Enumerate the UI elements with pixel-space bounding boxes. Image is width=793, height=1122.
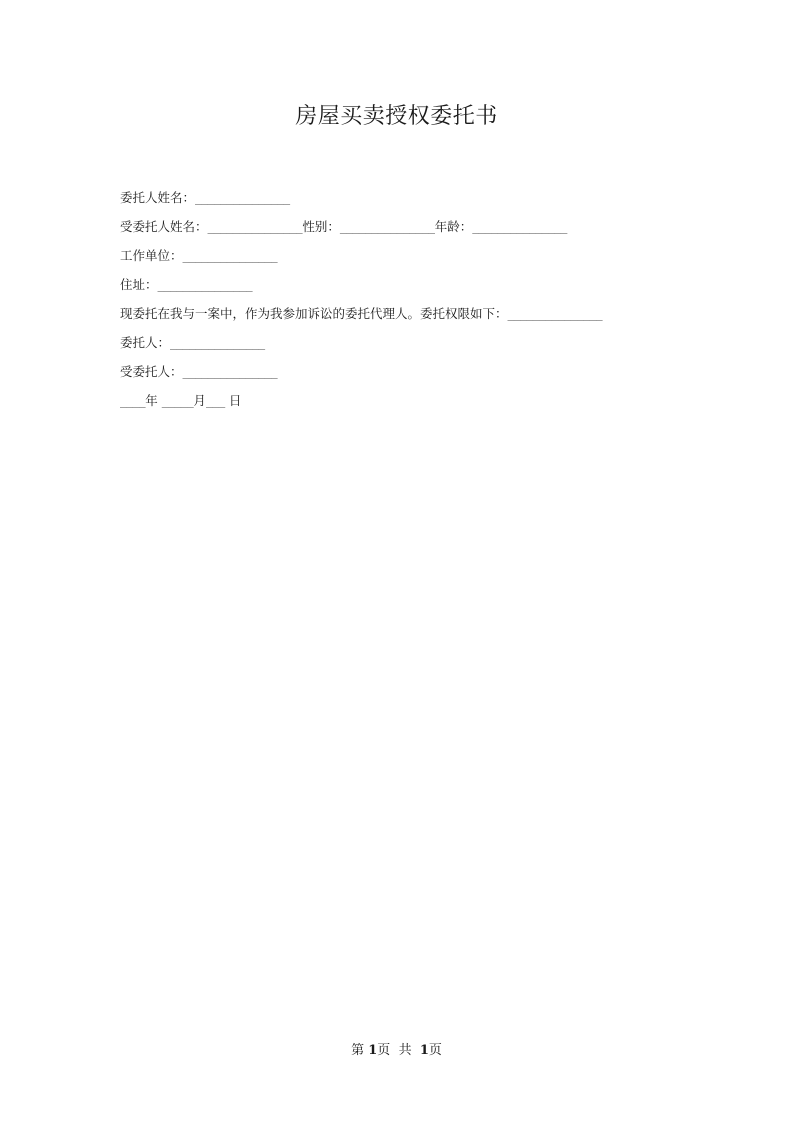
work-unit-line [120, 241, 720, 270]
gender-label: 性别： [302, 219, 340, 234]
agent-name-blank: _______________ [207, 221, 303, 234]
year-label: 年 [145, 393, 158, 408]
footer-total-unit: 页 [428, 1043, 442, 1058]
principal-sign-line [120, 328, 720, 357]
principal-name-line [120, 183, 720, 212]
work-unit-blank: _______________ [182, 250, 278, 263]
footer-total-pages: 1 [419, 1043, 429, 1058]
authorization-text: 现委托在我与一案中，作为我参加诉讼的委托代理人。委托权限如下： [120, 306, 508, 321]
address-line [120, 270, 720, 299]
principal-sign-label: 委托人： [120, 335, 171, 350]
footer-prefix: 第 [351, 1043, 365, 1058]
principal-sign-blank: _______________ [170, 337, 265, 350]
document-body [120, 183, 720, 415]
footer-current-page: 1 [368, 1043, 378, 1058]
agent-sign-line [120, 357, 720, 386]
authorization-blank: _______________ [507, 308, 603, 321]
page-footer [0, 1040, 793, 1062]
principal-name-label: 委托人姓名： [120, 190, 196, 205]
agent-sign-blank: _______________ [182, 366, 278, 379]
document-title: 房屋买卖授权委托书 [295, 104, 498, 129]
month-blank: _____ [161, 395, 194, 408]
agent-sign-label: 受委托人： [120, 364, 183, 379]
agent-name-label: 受委托人姓名： [120, 219, 208, 234]
footer-total-prefix: 共 [398, 1043, 412, 1058]
address-label: 住址： [120, 277, 158, 292]
day-label: 日 [228, 393, 242, 408]
principal-name-blank: _______________ [195, 192, 290, 205]
gender-blank: _______________ [339, 221, 435, 234]
address-blank: _______________ [157, 279, 253, 292]
day-blank: ___ [205, 395, 225, 408]
age-blank: _______________ [472, 221, 568, 234]
agent-info-line [120, 212, 720, 241]
age-label: 年龄： [434, 219, 473, 234]
work-unit-label: 工作单位： [120, 248, 183, 263]
authorization-line [120, 299, 720, 328]
month-label: 月 [193, 393, 206, 408]
year-blank: ____ [120, 395, 146, 408]
date-line [120, 386, 720, 415]
footer-page-unit: 页 [377, 1043, 391, 1058]
